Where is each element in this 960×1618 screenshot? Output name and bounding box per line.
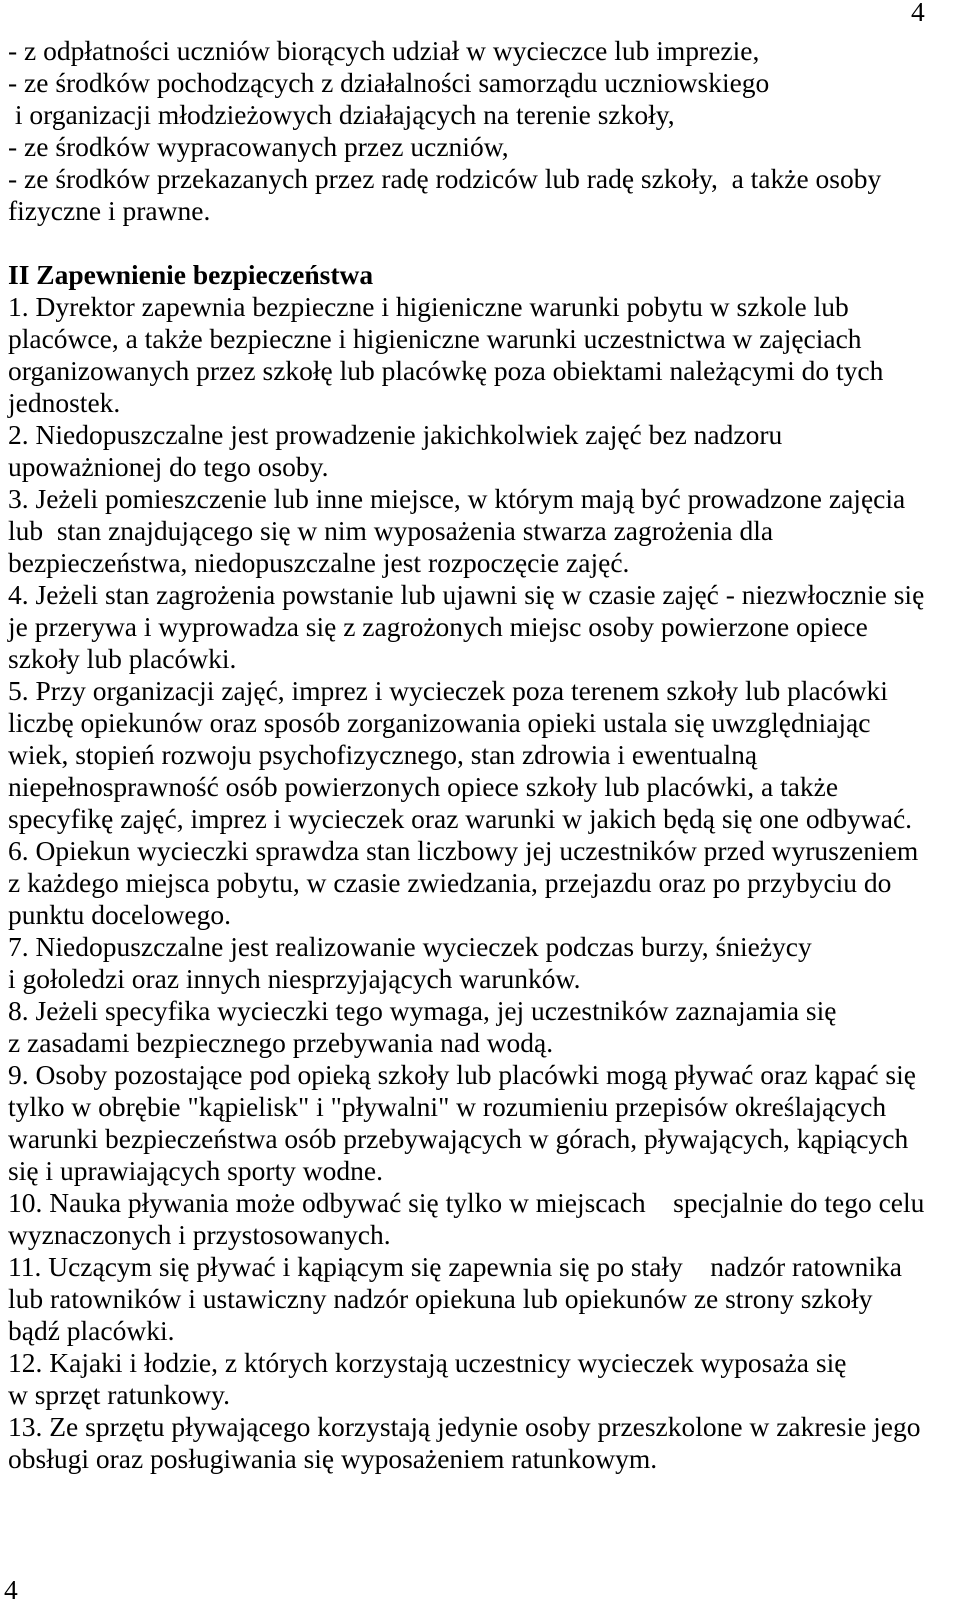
- paragraph-line: organizowanych przez szkołę lub placówkę poza obiektami należącymi do tych: [8, 355, 884, 386]
- list-item-line: i organizacji młodzieżowych działających na terenie szkoły,: [8, 99, 675, 130]
- paragraph-line: z zasadami bezpiecznego przebywania nad wodą.: [8, 1027, 554, 1058]
- paragraph-line: z każdego miejsca pobytu, w czasie zwiedzania, przejazdu oraz po przybyciu do: [8, 867, 892, 898]
- paragraph-line: 9. Osoby pozostające pod opieką szkoły lub placówki mogą pływać oraz kąpać się: [8, 1059, 916, 1090]
- paragraph-line: 11. Uczącym się pływać i kąpiącym się zapewnia się po stały nadzór ratownika: [8, 1251, 902, 1282]
- paragraph-line: bądź placówki.: [8, 1315, 175, 1346]
- paragraph-line: placówce, a także bezpieczne i higieniczne warunki uczestnictwa w zajęciach: [8, 323, 862, 354]
- paragraph-13: [8, 1411, 952, 1475]
- paragraph-line: lub stan znajdującego się w nim wyposażenia stwarza zagrożenia dla: [8, 515, 774, 546]
- paragraph-1: [8, 291, 952, 419]
- paragraph-line: je przerywa i wyprowadza się z zagrożonych miejsc osoby powierzone opiece: [8, 611, 868, 642]
- paragraph-line: w sprzęt ratunkowy.: [8, 1379, 230, 1410]
- funding-sources-list: [8, 35, 952, 227]
- paragraph-line: punktu docelowego.: [8, 899, 232, 930]
- paragraph-11: [8, 1251, 952, 1347]
- list-item-line: - ze środków wypracowanych przez uczniów,: [8, 131, 509, 162]
- paragraph-8: [8, 995, 952, 1059]
- list-item-line: - ze środków pochodzących z działalności samorządu uczniowskiego: [8, 67, 770, 98]
- section-heading: II Zapewnienie bezpieczeństwa: [8, 259, 374, 290]
- paragraph-line: się i uprawiających sporty wodne.: [8, 1155, 383, 1186]
- paragraph-line: 10. Nauka pływania może odbywać się tylko w miejscach specjalnie do tego celu: [8, 1187, 925, 1218]
- paragraph-line: 12. Kajaki i łodzie, z których korzystają uczestnicy wycieczek wyposaża się: [8, 1347, 847, 1378]
- page-number-bottom: 4: [4, 1574, 18, 1605]
- paragraph-line: warunki bezpieczeństwa osób przebywających w górach, pływających, kąpiących: [8, 1123, 909, 1154]
- paragraph-line: 4. Jeżeli stan zagrożenia powstanie lub ujawni się w czasie zajęć - niezwłocznie się: [8, 579, 925, 610]
- paragraph-7: [8, 931, 952, 995]
- paragraph-9: [8, 1059, 952, 1187]
- paragraph-2: [8, 419, 952, 483]
- paragraph-line: 6. Opiekun wycieczki sprawdza stan liczbowy jej uczestników przed wyruszeniem: [8, 835, 919, 866]
- list-item-line: - z odpłatności uczniów biorących udział w wycieczce lub imprezie,: [8, 35, 760, 66]
- paragraph-line: bezpieczeństwa, niedopuszczalne jest rozpoczęcie zajęć.: [8, 547, 630, 578]
- paragraph-line: 1. Dyrektor zapewnia bezpieczne i higieniczne warunki pobytu w szkole lub: [8, 291, 849, 322]
- paragraph-line: 3. Jeżeli pomieszczenie lub inne miejsce, w którym mają być prowadzone zajęcia: [8, 483, 906, 514]
- paragraph-line: tylko w obrębie "kąpielisk" i "pływalni" w rozumieniu przepisów określających: [8, 1091, 887, 1122]
- paragraph-line: wyznaczonych i przystosowanych.: [8, 1219, 391, 1250]
- paragraph-line: i gołoledzi oraz innych niesprzyjających warunków.: [8, 963, 581, 994]
- paragraph-line: specyfikę zajęć, imprez i wycieczek oraz warunki w jakich będą się one odbywać.: [8, 803, 913, 834]
- paragraph-line: 2. Niedopuszczalne jest prowadzenie jakichkolwiek zajęć bez nadzoru: [8, 419, 783, 450]
- paragraph-line: 7. Niedopuszczalne jest realizowanie wycieczek podczas burzy, śnieżycy: [8, 931, 812, 962]
- paragraph-line: wiek, stopień rozwoju psychofizycznego, stan zdrowia i ewentualną: [8, 739, 758, 770]
- list-item-line: fizyczne i prawne.: [8, 195, 211, 226]
- paragraph-line: upoważnionej do tego osoby.: [8, 451, 329, 482]
- paragraph-10: [8, 1187, 952, 1251]
- page-number-top: 4: [911, 0, 925, 27]
- paragraph-line: niepełnosprawność osób powierzonych opiece szkoły lub placówki, a także: [8, 771, 839, 802]
- paragraph-line: lub ratowników i ustawiczny nadzór opiekuna lub opiekunów ze strony szkoły: [8, 1283, 873, 1314]
- paragraph-line: 8. Jeżeli specyfika wycieczki tego wymaga, jej uczestników zaznajamia się: [8, 995, 837, 1026]
- paragraph-4: [8, 579, 952, 675]
- paragraph-line: 5. Przy organizacji zajęć, imprez i wycieczek poza terenem szkoły lub placówki: [8, 675, 888, 706]
- paragraph-6: [8, 835, 952, 931]
- paragraph-5: [8, 675, 952, 835]
- paragraph-12: [8, 1347, 952, 1411]
- list-item-line: - ze środków przekazanych przez radę rodziców lub radę szkoły, a także osoby: [8, 163, 882, 194]
- paragraph-line: obsługi oraz posługiwania się wyposażeniem ratunkowym.: [8, 1443, 658, 1474]
- paragraph-line: jednostek.: [8, 387, 121, 418]
- document-body: [8, 35, 952, 1475]
- paragraph-3: [8, 483, 952, 579]
- paragraph-line: liczbę opiekunów oraz sposób zorganizowania opieki ustala się uwzględniając: [8, 707, 871, 738]
- paragraph-line: 13. Ze sprzętu pływającego korzystają jedynie osoby przeszkolone w zakresie jego: [8, 1411, 921, 1442]
- paragraph-line: szkoły lub placówki.: [8, 643, 237, 674]
